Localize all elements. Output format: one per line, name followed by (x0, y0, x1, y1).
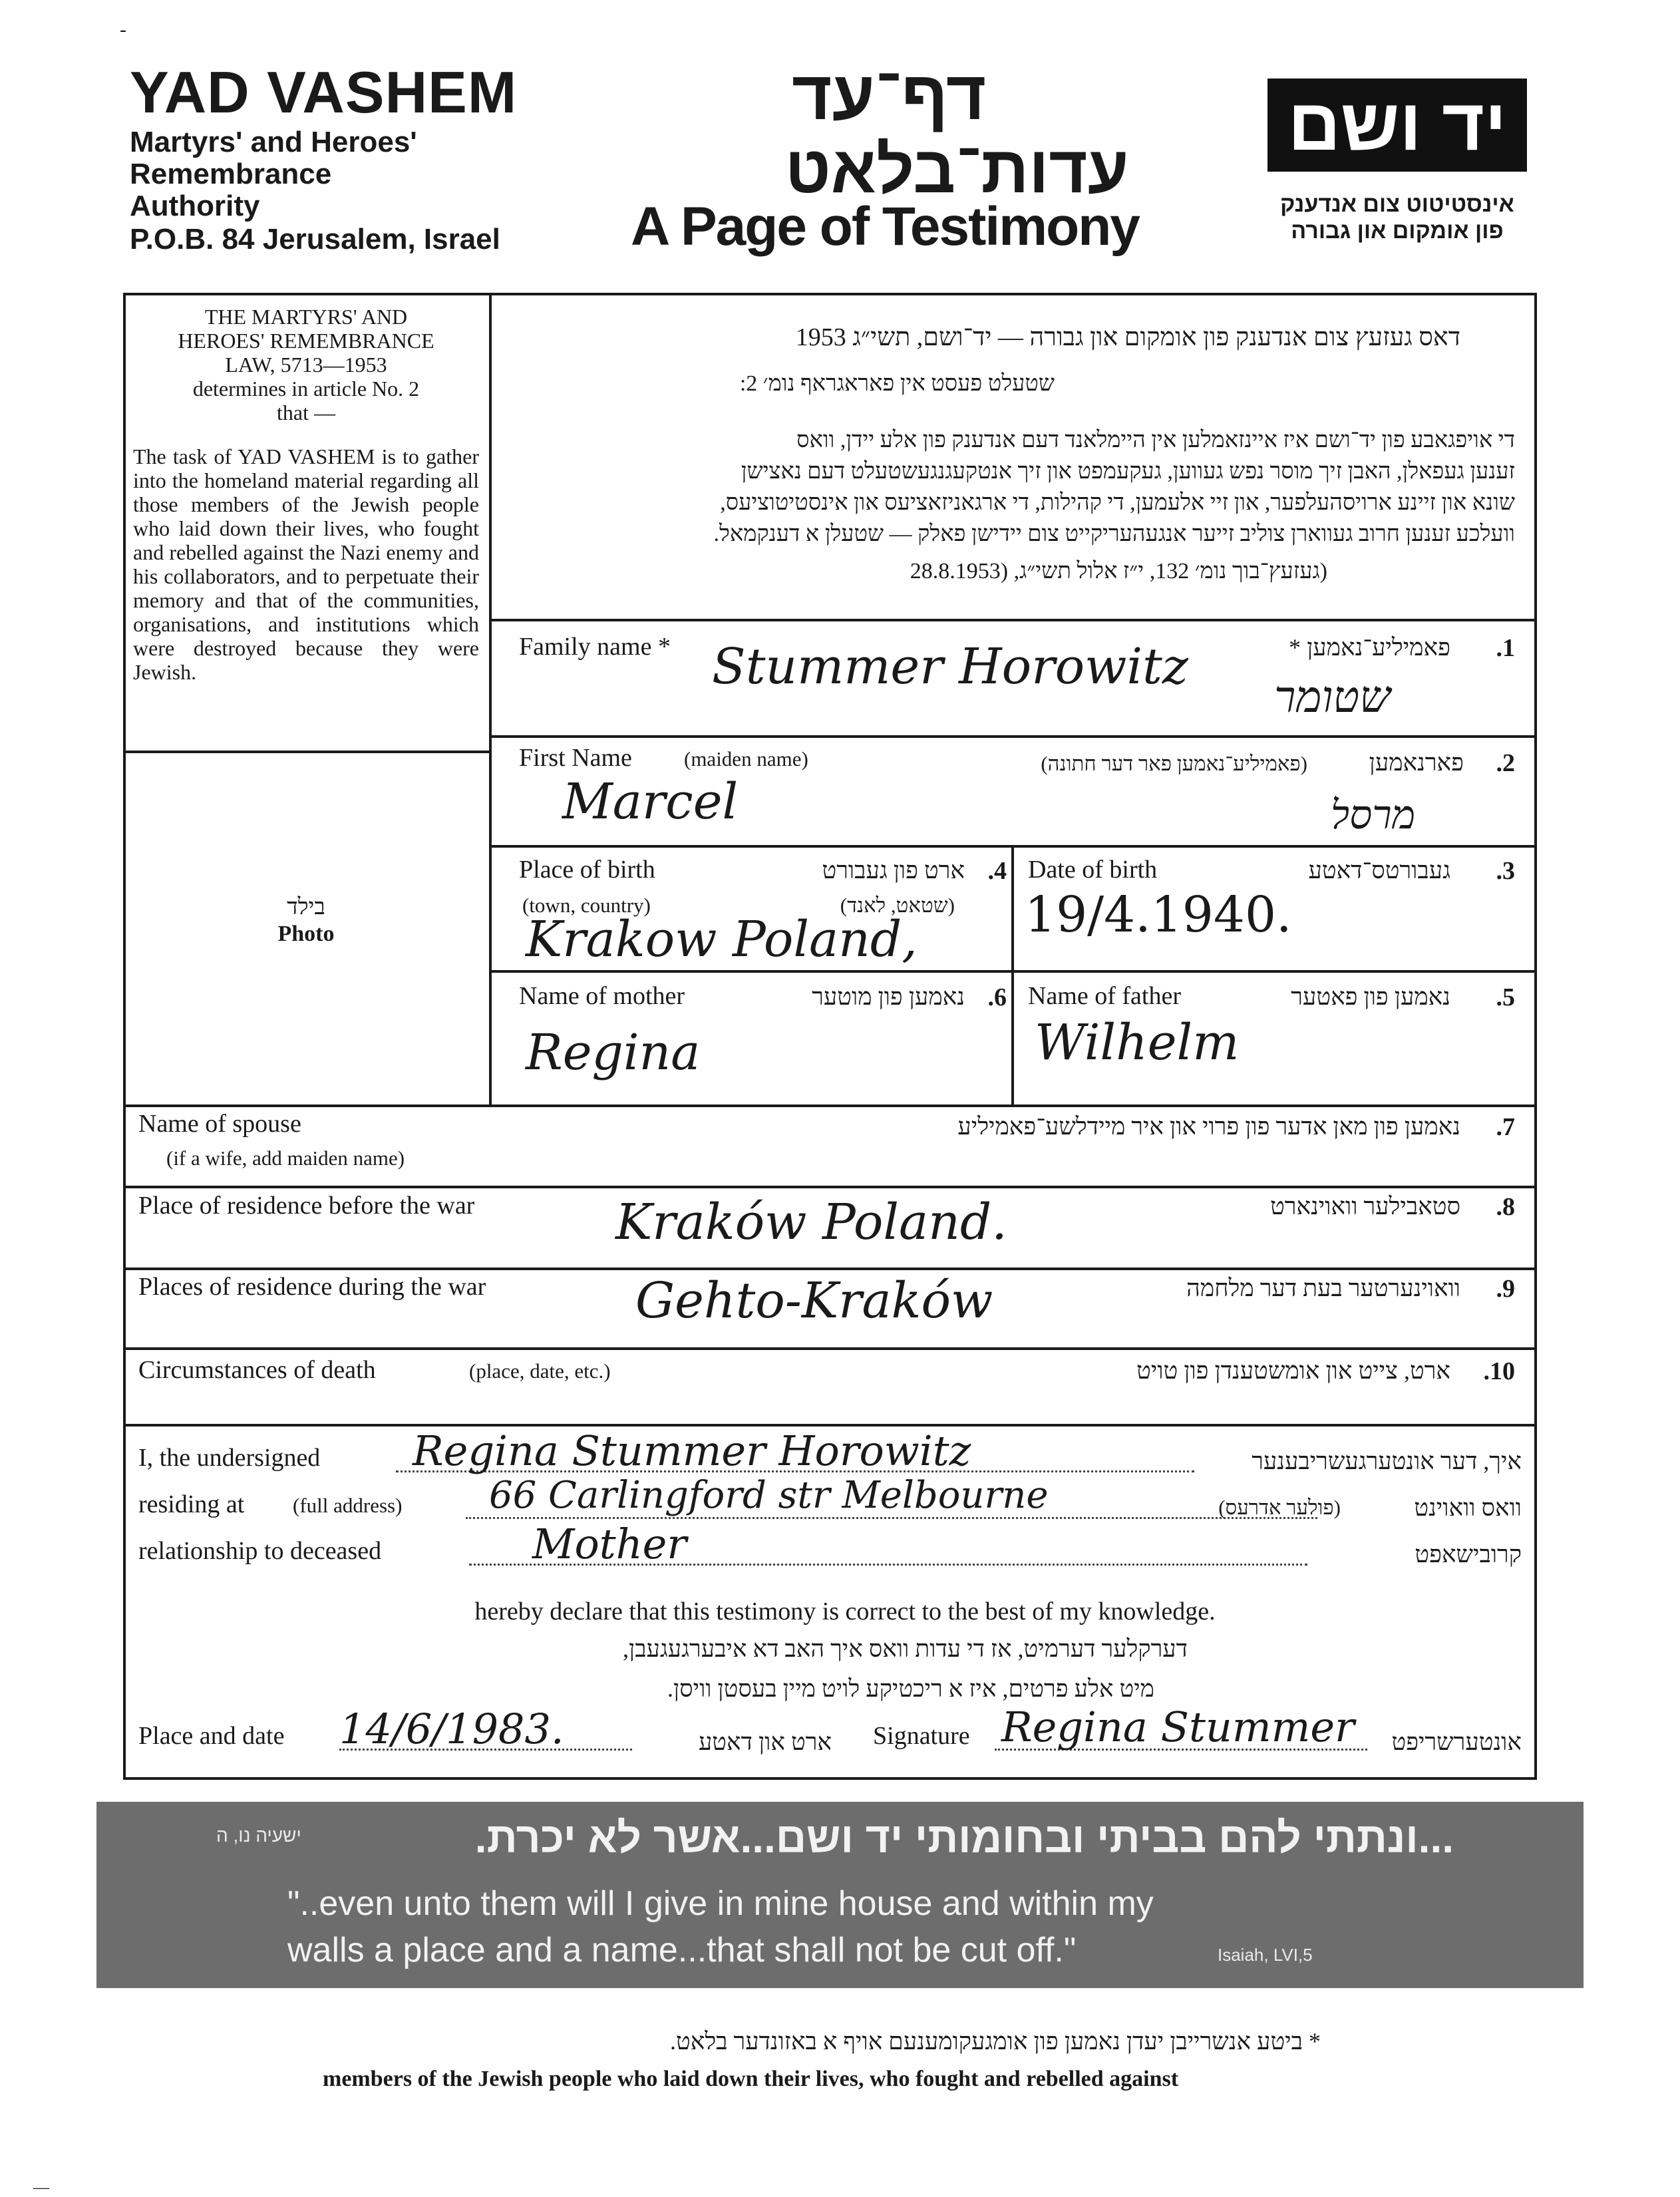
row-separator-7 (123, 1268, 1537, 1270)
yiddish-law-line-2: שטעלט פעסט אין פאראגראף נומ׳ 2: (739, 371, 1055, 396)
date-of-birth-label-yiddish: געבורטס־דאטע (1308, 857, 1450, 884)
field-number-8: .8 (1496, 1193, 1515, 1221)
declaration-yiddish-line-2: מיט אלע פרטים, איז א ריכטיקע לויט מיין בעסטן וויסן. (667, 1675, 1154, 1702)
mother-name-label-yiddish: נאמען פון מוטער (812, 983, 965, 1010)
spouse-name-label-yiddish: נאמען פון מאן אדער פון פרוי און איר מיידלשע־פאמיליע (957, 1113, 1460, 1140)
field-number-7: .7 (1496, 1113, 1515, 1141)
org-line-3: Authority (130, 190, 260, 222)
circumstances-of-death-label: Circumstances of death (138, 1356, 376, 1384)
place-of-birth-sublabel: (town, country) (522, 894, 651, 917)
signature-label: Signature (873, 1722, 970, 1750)
row-separator-6 (123, 1186, 1537, 1188)
banner-english-reference: Isaiah, LVI,5 (1218, 1945, 1313, 1965)
footer-yiddish-note: * ביטע אנשרייבן יעדן נאמען פון אומגעקומענעם אויף א באזונדער בלאט. (669, 2028, 1321, 2055)
undersigned-value[interactable]: Regina Stummer Horowitz (413, 1427, 971, 1475)
field-number-10: .10 (1483, 1357, 1515, 1385)
first-name-annotation: מרסל (1331, 792, 1416, 838)
law-photo-separator (123, 751, 490, 753)
family-name-label: Family name * (519, 633, 671, 661)
law-heading: THE MARTYRS' AND HEROES' REMEMBRANCE LAW, 5713—1953 determines in article No. 2 that — (178, 305, 434, 424)
banner-hebrew-quote: ...ונתתי להם בביתי ובחומותי יד ושם...אשר לא יכרת. (474, 1814, 1454, 1862)
page-title: A Page of Testimony (631, 196, 1139, 257)
field-number-3: .3 (1496, 857, 1515, 885)
address-label: residing at (138, 1490, 245, 1518)
first-name-sublabel-yiddish: (פאמיליע־נאמען פאר דער חתונה) (1041, 752, 1307, 775)
first-name-sublabel: (maiden name) (684, 747, 808, 770)
org-title: YAD VASHEM (130, 59, 518, 125)
spouse-name-sublabel: (if a wife, add maiden name) (166, 1146, 405, 1170)
undersigned-label: I, the undersigned (138, 1444, 321, 1472)
place-of-birth-label-yiddish: ארט פון געבורט (822, 857, 965, 884)
residence-during-war-label: Places of residence during the war (138, 1273, 486, 1301)
logo-subtitle-2: פון אומקום און גבורה (1291, 218, 1504, 244)
org-line-1: Martyrs' and Heroes' (130, 126, 417, 158)
circumstances-of-death-label-yiddish: ארט, צייט און אומשטענדן פון טויט (1136, 1357, 1450, 1384)
mother-name-value[interactable]: Regina (526, 1024, 701, 1081)
field-number-6: .6 (987, 983, 1007, 1011)
photo-label-yiddish: בילד (287, 895, 325, 920)
place-of-birth-label: Place of birth (519, 856, 655, 884)
circumstances-of-death-sublabel: (place, date, etc.) (469, 1359, 611, 1383)
place-date-value[interactable]: 14/6/1983. (339, 1705, 564, 1753)
banner-english-quote-line-2: walls a place and a name...that shall not be cut off." (287, 1931, 1077, 1969)
yiddish-law-line-4: זענען געפאלן, האבן זיך מוסר נפש געווען, געקעמפט און זיך אנטקעגנגעשטעלט דעם נאצישן (741, 459, 1515, 484)
spouse-name-label: Name of spouse (138, 1110, 301, 1138)
residence-during-war-label-yiddish: וואוינערטער בעת דער מלחמה (1186, 1275, 1460, 1301)
address-sublabel-yiddish: (פולער אדרעס) (1218, 1496, 1341, 1519)
yiddish-law-line-1: דאס געזעץ צום אנדענק פון אומקום און גבורה — יד־ושם, תשי״ג 1953 (795, 323, 1460, 351)
undersigned-label-yiddish: איך, דער אונטערגעשריבענער (1252, 1448, 1522, 1474)
first-name-value[interactable]: Marcel (562, 773, 739, 830)
place-date-label-yiddish: ארט און דאטע (698, 1729, 832, 1755)
field-number-9: .9 (1496, 1275, 1515, 1303)
father-name-label: Name of father (1028, 982, 1181, 1010)
row-separator-1 (489, 619, 1537, 621)
first-name-label: First Name (519, 744, 632, 772)
father-name-value[interactable]: Wilhelm (1035, 1014, 1240, 1071)
relationship-value[interactable]: Mother (532, 1520, 687, 1568)
law-body-text: The task of YAD VASHEM is to gather into the homeland material regarding all those members of the Jewish people who laid down their lives, who fought and rebelled against the Nazi enemy and his collaborators, and to perpetuate their memory and that of the communities, organisations, and institutions which were destroyed because they were Jewish. (133, 444, 479, 684)
place-date-label: Place and date (138, 1722, 285, 1750)
date-of-birth-value[interactable]: 19/4.1940. (1025, 886, 1292, 943)
residence-during-war-value[interactable]: Gehto-Kraków (635, 1272, 993, 1329)
address-label-yiddish: וואס וואוינט (1414, 1494, 1522, 1521)
yad-vashem-logo: יד ושם (1267, 79, 1527, 172)
footer-english-text: members of the Jewish people who laid down their lives, who fought and rebelled against (323, 2067, 1179, 2091)
date-of-birth-label: Date of birth (1028, 856, 1158, 884)
relationship-label: relationship to deceased (138, 1537, 382, 1565)
field-number-2: .2 (1496, 749, 1515, 777)
residence-before-war-label: Place of residence before the war (138, 1192, 475, 1220)
place-of-birth-sublabel-yiddish: (שטאט, לאנד) (840, 894, 955, 917)
bottom-mark: — (33, 2179, 49, 2196)
residence-before-war-value[interactable]: Kraków Poland. (615, 1194, 1007, 1251)
left-column-divider (489, 293, 492, 1106)
signature-value[interactable]: Regina Stummer (1001, 1703, 1355, 1751)
middle-divider (1011, 846, 1014, 1106)
banner-hebrew-reference: ישעיה נו, ה (216, 1825, 301, 1846)
family-name-value[interactable]: Stummer Horowitz (712, 638, 1188, 695)
row-separator-5 (123, 1104, 1537, 1107)
place-of-birth-value[interactable]: Krakow Poland, (526, 911, 918, 968)
residence-before-war-label-yiddish: סטאבילער וואוינארט (1270, 1193, 1460, 1220)
mother-name-label: Name of mother (519, 982, 685, 1010)
yiddish-law-line-7: (געזעץ־בוך נומ׳ 132, י״ז אלול תשי״ג, (28.8.1953 (910, 559, 1327, 584)
signature-label-yiddish: אונטערשריפט (1391, 1729, 1522, 1755)
row-separator-2 (489, 735, 1537, 738)
address-sublabel: (full address) (293, 1494, 403, 1517)
yiddish-law-line-5: שונא און זיינע ארויסהעלפער, און זיי אלעמען, די קהילות, די ארגאניזאציעס און אינסטיטוציעס, (720, 490, 1515, 515)
yiddish-law-line-3: די אויפגאבע פון יד־ושם איז איינזאמלען אין היימלאנד דעם אנדענק פון אלע יידן, וואס (796, 428, 1515, 452)
family-name-annotation: שטומר (1274, 671, 1391, 723)
photo-label: Photo (277, 922, 335, 946)
address-value[interactable]: 66 Carlingford str Melbourne (489, 1474, 1049, 1517)
org-line-2: Remembrance (130, 158, 332, 190)
field-number-5: .5 (1496, 983, 1515, 1011)
corner-mark: - (120, 19, 126, 41)
row-separator-8 (123, 1347, 1537, 1350)
yiddish-law-line-6: וועלכע זענען חרוב געווארן צוליב זייער אנגעהעריקייט צום יידישן פאלק — שטעלן א דענקמאל. (713, 522, 1515, 546)
org-address: P.O.B. 84 Jerusalem, Israel (130, 223, 500, 255)
first-name-label-yiddish: פארנאמען (1369, 749, 1464, 776)
logo-subtitle-1: אינסטיטוט צום אנדענק (1280, 192, 1514, 217)
field-number-4: .4 (987, 857, 1007, 885)
banner-english-quote-line-1: "..even unto them will I give in mine house and within my (287, 1884, 1154, 1923)
father-name-label-yiddish: נאמען פון פאטער (1291, 983, 1450, 1010)
hebrew-title-daf-ed: דף־עד (792, 57, 987, 134)
yiddish-title-eydes-blat: עדות־בלאט (785, 132, 1129, 207)
address-dotted-line (466, 1517, 1317, 1519)
declaration-yiddish-line-1: דערקלער דערמיט, אז די עדות וואס איך האב דא איבערגעגעבן, (623, 1635, 1188, 1662)
family-name-label-yiddish: פאמיליע־נאמען * (1289, 634, 1450, 661)
field-number-1: .1 (1496, 634, 1515, 662)
declaration-statement: hereby declare that this testimony is correct to the best of my knowledge. (474, 1598, 1216, 1625)
relationship-label-yiddish: קרובישאפט (1415, 1541, 1522, 1568)
